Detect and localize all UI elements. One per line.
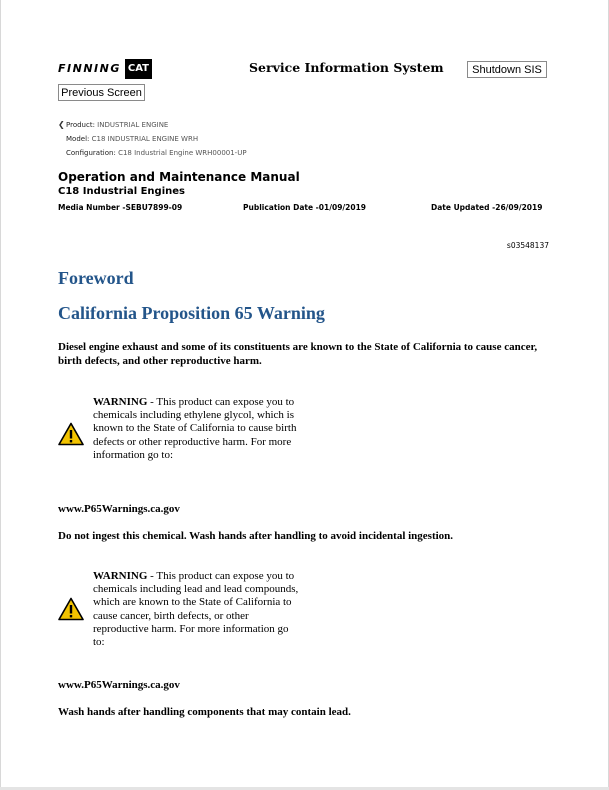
configuration-label: Configuration:: [66, 149, 116, 157]
breadcrumb-configuration: [58, 146, 247, 160]
product-value[interactable]: INDUSTRIAL ENGINE: [97, 121, 169, 129]
wash-paragraph: Wash hands after handling components that may contain lead.: [58, 706, 351, 718]
warning-text: [93, 396, 301, 462]
topic-heading: California Proposition 65 Warning: [58, 303, 325, 323]
warning-label: WARNING: [93, 396, 148, 408]
p65-url: www.P65Warnings.ca.gov: [58, 679, 180, 691]
section-heading: Foreword: [58, 268, 134, 288]
document-id: s03548137: [506, 241, 549, 250]
warning-triangle-icon: [58, 597, 84, 621]
shutdown-sis-button[interactable]: Shutdown SIS: [467, 61, 547, 78]
publication-date: Publication Date -01/09/2019: [243, 203, 367, 212]
breadcrumb-model: [58, 132, 247, 146]
logo-text: FINNING: [58, 62, 121, 75]
page-left-border: [0, 0, 1, 790]
warning-body: - This product can expose you to chemicals including ethylene glycol, which is known to the State of California to cause birth defects or other reproductive harm. For more information go to:: [93, 396, 297, 461]
chevron-left-icon[interactable]: ❮: [58, 120, 65, 129]
warning-text: [93, 570, 301, 649]
previous-screen-button[interactable]: Previous Screen: [58, 84, 145, 101]
media-number: Media Number -SEBU7899-09: [58, 203, 183, 212]
date-updated: Date Updated -26/09/2019: [431, 203, 543, 212]
cat-badge: CAT: [125, 59, 152, 79]
model-value[interactable]: C18 INDUSTRIAL ENGINE WRH: [91, 135, 199, 143]
manual-title: Operation and Maintenance Manual: [58, 170, 300, 184]
warning-body: - This product can expose you to chemicals including lead and lead compounds, which are known to the State of California to cause cancer, birth defects, or other reproductive harm. For more information go to:: [93, 570, 299, 649]
finning-cat-logo: [58, 59, 152, 79]
breadcrumb-product[interactable]: [58, 118, 247, 132]
model-label: Model:: [66, 135, 90, 143]
app-title: Service Information System: [249, 60, 444, 75]
product-label: Product:: [66, 121, 95, 129]
warning-triangle-icon: [58, 422, 84, 446]
intro-paragraph: Diesel engine exhaust and some of its constituents are known to the State of California to cause cancer, birth defects, and other reproductive harm.: [58, 341, 538, 367]
breadcrumb: [58, 118, 247, 160]
p65-url: www.P65Warnings.ca.gov: [58, 503, 180, 515]
ingest-paragraph: Do not ingest this chemical. Wash hands after handling to avoid incidental ingestion.: [58, 530, 454, 542]
configuration-value[interactable]: C18 Industrial Engine WRH00001-UP: [118, 149, 247, 157]
warning-label: WARNING: [93, 570, 148, 582]
manual-subtitle: C18 Industrial Engines: [58, 186, 185, 197]
